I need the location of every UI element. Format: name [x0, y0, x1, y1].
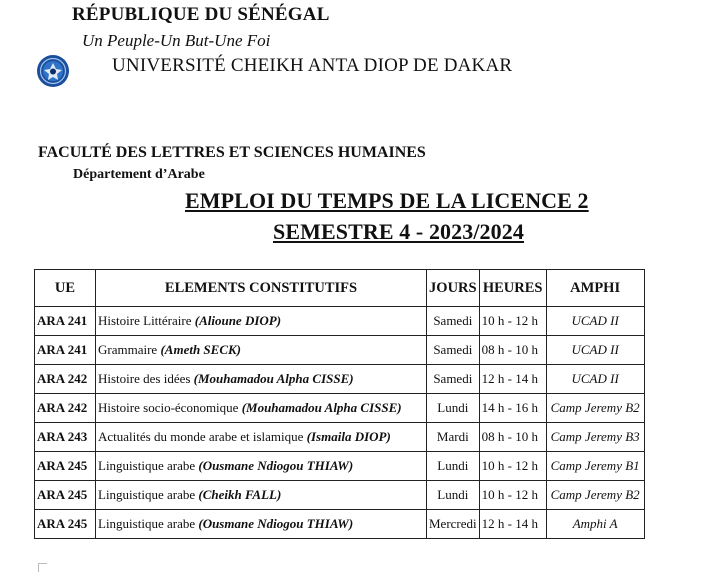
- cell-element: [96, 481, 427, 510]
- table-row: [35, 452, 645, 481]
- teacher-name: (Alioune DIOP): [194, 313, 282, 328]
- cell-ue: ARA 242: [35, 394, 96, 423]
- ucad-seal-icon: [36, 54, 70, 88]
- table-row: [35, 510, 645, 539]
- teacher-name: (Ousmane Ndiogou THIAW): [198, 516, 354, 531]
- timetable: [34, 269, 645, 539]
- header-elements: ELEMENTS CONSTITUTIFS: [96, 270, 427, 307]
- faculty-name: FACULTÉ DES LETTRES ET SCIENCES HUMAINES: [38, 144, 426, 161]
- cell-hours: 12 h - 14 h: [479, 510, 546, 539]
- cell-room: Camp Jeremy B3: [546, 423, 644, 452]
- cell-hours: 08 h - 10 h: [479, 423, 546, 452]
- cell-day: Lundi: [427, 394, 480, 423]
- course-name: Histoire Littéraire: [98, 313, 192, 328]
- cell-day: Lundi: [427, 481, 480, 510]
- course-name: Linguistique arabe: [98, 458, 196, 473]
- cell-hours: 10 h - 12 h: [479, 307, 546, 336]
- cell-hours: 10 h - 12 h: [479, 481, 546, 510]
- course-name: Linguistique arabe: [98, 487, 196, 502]
- teacher-name: (Ousmane Ndiogou THIAW): [198, 458, 354, 473]
- cell-element: [96, 423, 427, 452]
- cell-ue: ARA 245: [35, 510, 96, 539]
- table-row: [35, 423, 645, 452]
- cell-day: Mardi: [427, 423, 480, 452]
- university-name: UNIVERSITÉ CHEIKH ANTA DIOP DE DAKAR: [112, 55, 513, 76]
- cell-ue: ARA 243: [35, 423, 96, 452]
- cell-room: UCAD II: [546, 307, 644, 336]
- table-header-row: [35, 270, 645, 307]
- cell-element: [96, 365, 427, 394]
- cell-hours: 10 h - 12 h: [479, 452, 546, 481]
- table-row: [35, 394, 645, 423]
- cell-ue: ARA 245: [35, 481, 96, 510]
- cell-room: Camp Jeremy B2: [546, 481, 644, 510]
- cell-hours: 12 h - 14 h: [479, 365, 546, 394]
- cell-element: [96, 336, 427, 365]
- course-name: Grammaire: [98, 342, 158, 357]
- cell-day: Samedi: [427, 365, 480, 394]
- header-jours: JOURS: [427, 270, 480, 307]
- cell-room: Camp Jeremy B2: [546, 394, 644, 423]
- cell-element: [96, 394, 427, 423]
- header-ue: UE: [35, 270, 96, 307]
- cell-element: [96, 307, 427, 336]
- cell-room: Amphi A: [546, 510, 644, 539]
- teacher-name: (Cheikh FALL): [198, 487, 282, 502]
- cell-room: UCAD II: [546, 365, 644, 394]
- course-name: Linguistique arabe: [98, 516, 196, 531]
- cell-element: [96, 452, 427, 481]
- table-row: [35, 481, 645, 510]
- seal-core: [50, 69, 56, 75]
- cell-day: Samedi: [427, 336, 480, 365]
- teacher-name: (Mouhamadou Alpha CISSE): [193, 371, 354, 386]
- national-motto: Un Peuple-Un But-Une Foi: [82, 31, 271, 50]
- course-name: Histoire socio-économique: [98, 400, 239, 415]
- cell-ue: ARA 241: [35, 336, 96, 365]
- header-heures: HEURES: [479, 270, 546, 307]
- cell-element: [96, 510, 427, 539]
- header-amphi: AMPHI: [546, 270, 644, 307]
- department-name: Département d’Arabe: [73, 167, 205, 182]
- cell-room: UCAD II: [546, 336, 644, 365]
- page-corner-mark: [38, 563, 47, 572]
- teacher-name: (Ameth SECK): [160, 342, 241, 357]
- teacher-name: (Ismaila DIOP): [306, 429, 391, 444]
- cell-day: Mercredi: [427, 510, 480, 539]
- course-name: Histoire des idées: [98, 371, 191, 386]
- cell-room: Camp Jeremy B1: [546, 452, 644, 481]
- cell-day: Samedi: [427, 307, 480, 336]
- cell-ue: ARA 242: [35, 365, 96, 394]
- course-name: Actualités du monde arabe et islamique: [98, 429, 304, 444]
- table-row: [35, 365, 645, 394]
- republic-name: RÉPUBLIQUE DU SÉNÉGAL: [72, 4, 330, 25]
- cell-hours: 14 h - 16 h: [479, 394, 546, 423]
- teacher-name: (Mouhamadou Alpha CISSE): [241, 400, 402, 415]
- cell-ue: ARA 245: [35, 452, 96, 481]
- document-subtitle: SEMESTRE 4 - 2023/2024: [273, 219, 524, 244]
- cell-day: Lundi: [427, 452, 480, 481]
- table-row: [35, 307, 645, 336]
- document-title: EMPLOI DU TEMPS DE LA LICENCE 2: [185, 188, 589, 213]
- cell-hours: 08 h - 10 h: [479, 336, 546, 365]
- cell-ue: ARA 241: [35, 307, 96, 336]
- table-row: [35, 336, 645, 365]
